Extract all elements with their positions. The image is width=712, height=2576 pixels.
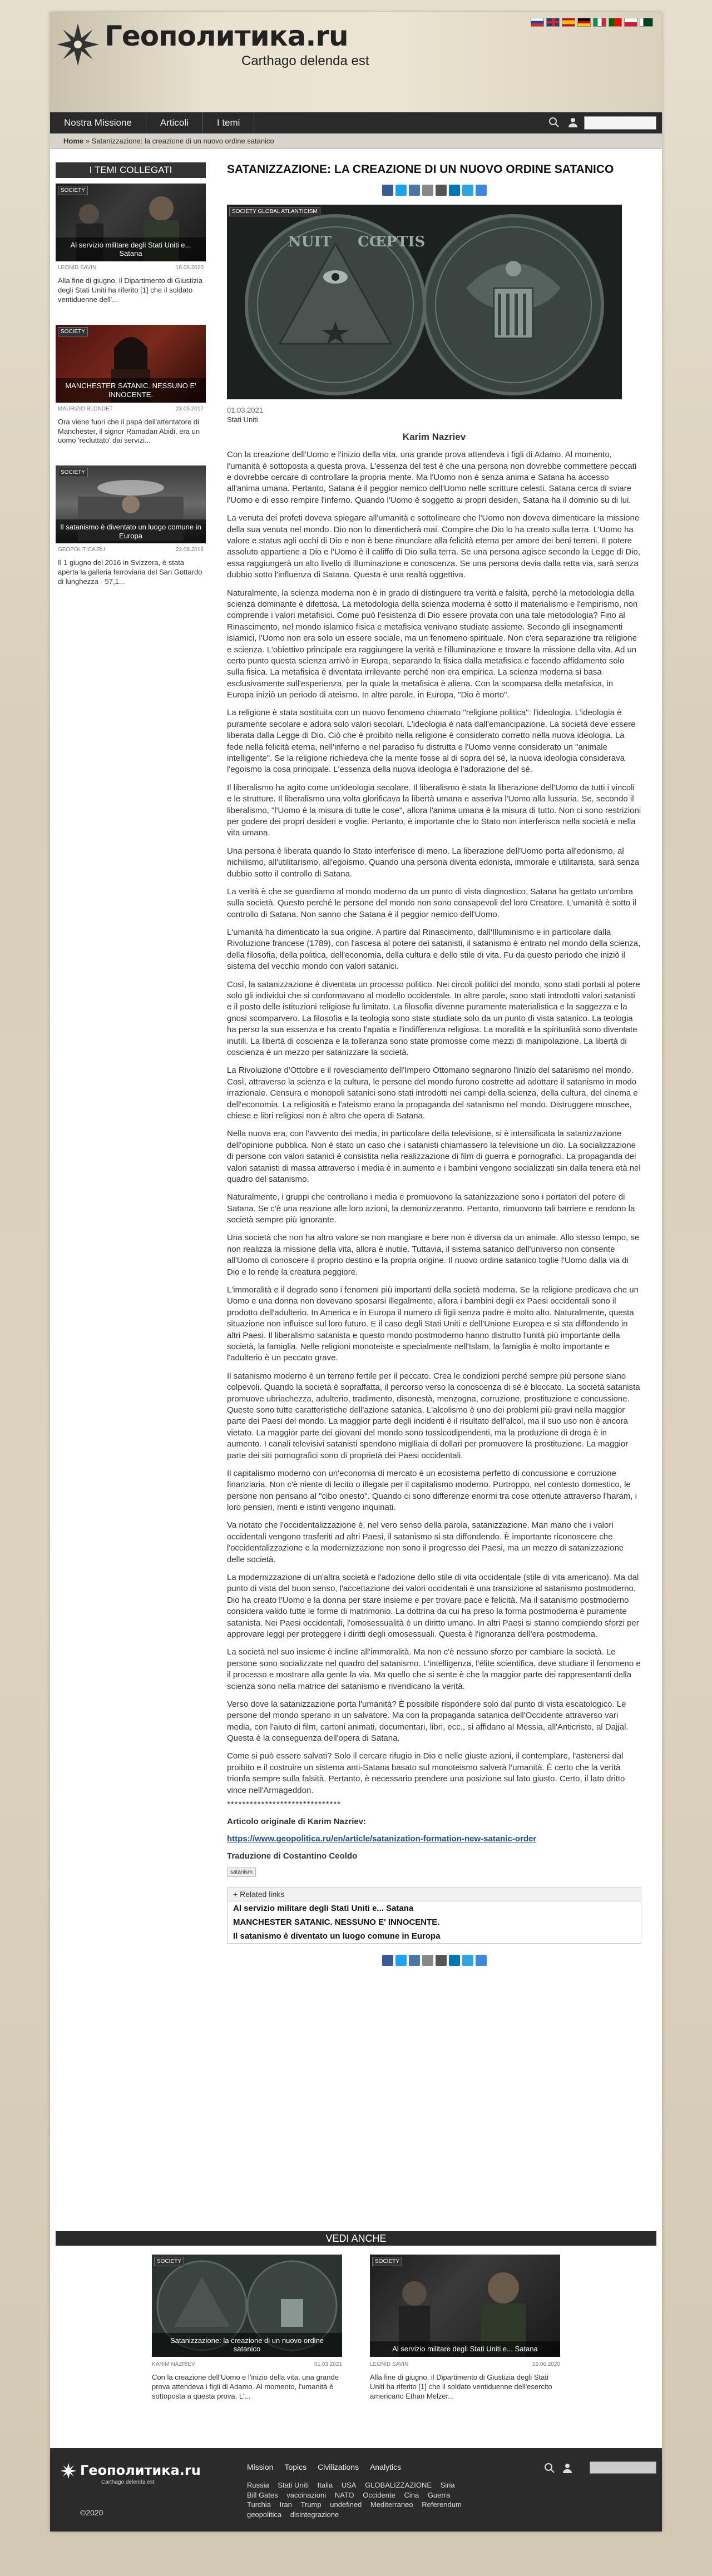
facebook-icon[interactable]	[382, 185, 393, 196]
related-link[interactable]: Al servizio militare degli Stati Uniti e... Satana	[233, 1904, 414, 1914]
footer-tag[interactable]: Trump	[300, 2500, 322, 2509]
sidebar-card-date: 22.08.2016	[175, 547, 204, 553]
footer-tag[interactable]: Referendum	[422, 2500, 462, 2509]
footer-tag[interactable]: undefined	[330, 2500, 362, 2509]
article	[227, 162, 641, 1966]
footer-tag[interactable]: USA	[341, 2481, 357, 2489]
see-also-card-date: 01.03.2021	[314, 2361, 342, 2367]
footer-link-analytics[interactable]: Analytics	[370, 2463, 402, 2471]
sidebar	[56, 162, 206, 587]
sidebar-card-tag: SOCIETY	[58, 186, 88, 195]
article-paragraph: L'umanità ha dimenticato la sua origine. A partire dal Rinascimento, dall'Illuminismo e in particolare dalla Rivoluzione francese (1789), con l'ascesa al potere dei satanisti, il satanismo è entrato nel mondo della scienza, della filosofia, della politica, dell'economia, della cultura e dello stile di vita. Fu da questo periodo che iniziò il sistema del vecchio mondo con valori satanici.	[227, 928, 641, 972]
article-paragraph: Una società che non ha altro valore se non mangiare e bere non è diversa da un animale. Allo stesso tempo, se non realizza la missione della vita, allora è inutile. Tuttavia, il sistema satanico dell'universo non consente all'Uomo di conoscere il proprio destino e la propria origine. Il nuovo ordine satanico toglie l'Uomo dalla via di Dio e lo rende la creatura peggiore.	[227, 1233, 640, 1277]
sidebar-card-author[interactable]: MAURIZIO BLONDET	[58, 405, 113, 412]
search-icon[interactable]	[544, 2463, 555, 2474]
article-paragraph: Il satanismo moderno è un terreno fertile per il peccato. Crea le condizioni perché sempre più persone siano colpevoli. Quando la società è sopraffatta, il percorso verso la conoscenza di sé è bloccato. La società satanista promuove ubriachezza, adulterio, tradimento, disonestà, menzogna, corruzione, prostituzione e concussione. Queste sono tutte caratteristiche dell'azione satanica. L'alcolismo è uno dei problemi più gravi nella maggior parte dei Paesi del mondo. La maggior parte degli incidenti è il risultato dell'alcol, ma il suo uso non è ancora vietato. La maggior parte dei giovani del mondo sono tossicodipendenti, ma la produzione di droga è in aumento. I canali televisivi satanisti spendono miglliaia di dollari per promuovere la prostituzione. La maggior parte dei siti pornografici sono di proprietà dei Paesi occidentali.	[227, 1371, 640, 1460]
nav-i-temi[interactable]: I temi	[203, 112, 255, 133]
article-paragraph: Con la creazione dell'Uomo e l'inizio della vita, una grande prova attendeva i figli di Adamo. Al momento, l'umanità è sottoposta a questa prova. L'essenza del test è che una persona non dovrebbe commettere peccati e dovrebbe cercare di controllare la propria mente. Ma l'Uomo non è senza anima e Satana ha accesso all'anima umana. Pertanto, Satana è il peggior nemico dell'Uomo nelle scritture celesti. Satana cerca di sviare l'Uomo e di esso rempire l'inferno. Quando l'Uomo è soggetto ai propri desideri, Satana ha il dominio su di lui.	[227, 450, 637, 505]
footer-tag[interactable]: Stati Uniti	[278, 2481, 309, 2489]
see-also-card-tag: SOCIETY	[154, 2257, 184, 2266]
article-paragraph: L'immoralità e il degrado sono i fenomeni più importanti della società moderna. Se la religione predicava che un Uomo e una donna non dovevano sposarsi illegalmente, allora i bambini degli ex Paesi occidentali sono il prodotto dell'adulterio. In America e in Europa il numero di figli senza padre è molto alto. Naturalmente, questa situazione non influisce sul loro futuro. E il caso degli Stati Uniti e dell'Unione Europea e si sta diffondendo in altri Paesi. Il liberalismo satanista e questo mondo postmoderno hanno distrutto l'unità più importante della società, la famiglia. Nelle religioni monoteiste e specialmente nell'Islam, la famiglia è molto importante e l'adulterio è un peccato grave.	[227, 1285, 639, 1363]
see-also-card-image[interactable]	[370, 2255, 560, 2357]
flag-uk-icon[interactable]	[546, 18, 560, 27]
footer-logo-subtitle: Carthago delenda est	[101, 2479, 155, 2485]
article-paragraph: Nella nuova era, con l'avvento dei media, in particolare della televisione, si è intensificata la satanizzazione dell'opinione pubblica. Non è stato un caso che i satanisti chiamassero la televisione un dio. La socializzazione di persone con valori satanici è consistita nella realizzazione di film di guerra e pornografici. La propaganda dei valori satanisti di massa attraverso i media è in aumento e i bambini vengono socializzati sin dalla tenera età nel quadro del satanismo.	[227, 1129, 641, 1184]
svg-text:NUIT: NUIT	[288, 234, 332, 251]
linkedin-icon[interactable]	[449, 185, 460, 196]
original-article-link[interactable]: https://www.geopolitica.ru/en/article/satanization-formation-new-satanic-order	[227, 1834, 537, 1844]
footer-search-input[interactable]	[590, 2461, 656, 2474]
original-article-label: Articolo originale di Karim Nazriev:	[227, 1817, 367, 1827]
expand-icon[interactable]: +	[233, 1890, 238, 1899]
footer-tag[interactable]: Italia	[317, 2481, 333, 2489]
more-share-icon[interactable]	[476, 1955, 487, 1966]
linkedin-icon[interactable]	[449, 1955, 460, 1966]
footer-tag[interactable]: Bill Gates	[247, 2490, 278, 2499]
flag-pl-icon[interactable]	[624, 18, 637, 27]
see-also-card-meta	[152, 2361, 342, 2367]
article-paragraph: La società nel suo insieme è incline all'immoralità. Ma non c'è nessuno sforzo per cambiare la società. Le persone sono socializzate nel quadro del satanismo. L'intelligenza, l'élite scientifica, deve studiare il fenomeno e il processo e mostrare alla gente la via. Ma quello che si sente è che la maggior parte dei rappresentanti della scienza sono nella matrice del satanismo e rivendicano la verità.	[227, 1647, 641, 1691]
search-icon[interactable]	[548, 117, 560, 128]
user-icon[interactable]	[567, 117, 578, 128]
breadcrumb-current: Satanizzazione: la creazione di un nuovo ordine satanico	[91, 137, 274, 145]
vk-icon[interactable]	[409, 1955, 420, 1966]
article-paragraph: Il liberalismo ha agito come un'ideologia secolare. Il liberalismo è stata la liberazione dell'Uomo da tutti i vincoli e le strutture. Il liberalismo una volta glorificava la libertà umana e asseriva l'Uomo alla lussuria. Se, secondo il liberalismo, "l'Uomo è la misura di tutte le cose", allora l'anima umana è la misura di tutto. Non ci sono restrizioni per godere dei propri desideri e voglie. Pertanto, è importante che lo Stato non interferisca nella società e nella vita umana.	[227, 782, 641, 838]
email-icon[interactable]	[422, 1955, 433, 1966]
footer-tag[interactable]: NATO	[334, 2490, 354, 2499]
see-also-card-text: Alla fine di giugno, il Dipartimento di Giustizia degli Stati Uniti ha riferito [1] che il soldato ventiduenne dell'esercito americano Ethan Melzer...	[370, 2373, 552, 2400]
see-also-card-caption[interactable]: Al servizio militare degli Stati Uniti e... Satana	[370, 2341, 560, 2357]
footer-tag[interactable]: Guerra	[427, 2490, 451, 2499]
article-paragraph: Naturalmente, i gruppi che controllano i media e promuovono la satanizzazione sono i portatori del potere di Satana. Se c'è una reazione alle loro azioni, la demonizzeranno. Pertanto, rimuovono tali barriere e rendono la società sempre più ignorante.	[227, 1192, 635, 1225]
see-also-card-meta	[370, 2361, 560, 2367]
article-hero-image	[227, 205, 622, 399]
sidebar-card-image[interactable]	[56, 184, 206, 261]
see-also-card-date: 16.06.2020	[532, 2361, 560, 2367]
footer-tags	[247, 2480, 481, 2519]
footer-tag[interactable]: Siria	[440, 2481, 455, 2489]
article-paragraph: La modernizzazione di un'altra società e l'adozione dello stile di vita occidentale (stile di vita americano). Ma dal punto di vista del buon senso, l'accettazione dei valori occidentali è una transizione al satanismo postmoderno. Dio ha creato l'Uomo e la donna per stare insieme e per trovare pace e felicità. Ma il satanismo postmoderno considera valido tutte le forme di matrimonio. La dottrina da cui ha preso la forma postmoderna è puramente satanista. Nei Paesi occidentali, l'omosessualità è un diritto umano. In altri Paesi si stanno compiendo sforzi per approvare leggi per proteggere i diritti degli omosessuali. Questa è l'ignoranza dell'era postmoderna.	[227, 1573, 639, 1639]
footer-tag[interactable]: GLOBALIZZAZIONE	[365, 2481, 432, 2489]
sidebar-card-text: Alla fine di giugno, il Dipartimento di Giustizia degli Stati Uniti ha riferito [1] che il soldato ventiduenne dell'...	[58, 276, 203, 304]
site-title[interactable]: Геополитика.ru	[105, 20, 348, 52]
sidebar-card-meta	[56, 265, 206, 271]
search-input[interactable]	[584, 116, 656, 130]
sidebar-card-caption[interactable]: Al servizio militare degli Stati Uniti e... Satana	[56, 237, 206, 261]
sidebar-card-text: Ora viene fuori che il papà dell'attentatore di Manchester, il signor Ramadan Abidi, era un uomo 'recluttato' dai servizi...	[58, 417, 200, 445]
sidebar-card-date: 16.06.2020	[175, 265, 204, 271]
site-subtitle: Carthago delenda est	[241, 53, 369, 68]
sidebar-card-author[interactable]: GEOPOLITICA.RU	[58, 547, 106, 553]
language-flags	[531, 18, 653, 27]
sidebar-card-caption[interactable]: MANCHESTER SATANIC. NESSUNO E' INNOCENTE.	[56, 378, 206, 402]
footer-tag[interactable]: Cina	[404, 2490, 419, 2499]
footer-link-mission[interactable]: Mission	[247, 2463, 274, 2471]
article-paragraph: La Rivoluzione d'Ottobre e il rovesciamento dell'Impero Ottomano segnarono l'inizio del satanismo nel mondo. Così, attraverso la scienza e la cultura, le persone del mondo furono costrette ad adottare il satanismo in modo irrazionale. Censura e monopoli satanici sono stati introdotti nei campi della scienza, della cultura, del cinema e dell'economia. La religiosità e l'ateismo erano la propaganda del satanismo nel mondo. Distruggere moschee, chiese e libri religiosi non è altro che opera di Satana.	[227, 1066, 638, 1121]
sidebar-card[interactable]	[56, 184, 206, 305]
logo-emblem-icon[interactable]	[56, 22, 100, 67]
see-also-row	[50, 2255, 662, 2401]
sidebar-card-date: 23.05.2017	[175, 405, 204, 412]
print-icon[interactable]	[436, 185, 447, 196]
see-also-card[interactable]	[152, 2255, 342, 2401]
page-container	[50, 12, 662, 2532]
article-paragraph: Va notato che l'occidentalizzazione è, nel vero senso della parola, satanizzazione. Man mano che i valori occidentali vengono trasferiti ad altri Paesi, il satanismo si sta diffondendo. È importante riconoscere che l'occidentalizzazione e la modernizzazione non sono il progresso dei Paesi, ma un mezzo di satanizzazione delle società.	[227, 1520, 624, 1564]
flag-pk-icon[interactable]	[640, 18, 653, 27]
site-header	[50, 12, 662, 112]
see-also-card-text: Con la creazione dell'Uomo e l'inizio della vita, una grande prova attendeva i figli di Adamo. Al momento, l'umanità è sottoposta a questa prova. L'...	[152, 2373, 339, 2400]
breadcrumb-home[interactable]: Home	[63, 137, 84, 145]
sidebar-card-image[interactable]	[56, 325, 206, 403]
flag-de-icon[interactable]	[577, 18, 591, 27]
flag-ru-icon[interactable]	[531, 18, 544, 27]
twitter-icon[interactable]	[395, 185, 407, 196]
main-nav	[50, 112, 662, 133]
footer-logo-icon[interactable]	[60, 2463, 77, 2479]
sidebar-card[interactable]	[56, 465, 206, 587]
article-body	[227, 449, 641, 1796]
article-date: 01.03.2021	[227, 406, 264, 415]
site-footer	[50, 2448, 662, 2532]
article-title: SATANIZZAZIONE: LA CREAZIONE DI UN NUOVO ORDINE SATANICO	[227, 163, 614, 176]
footer-tag[interactable]: disintegrazione	[290, 2510, 339, 2519]
sidebar-card-meta	[56, 547, 206, 553]
sidebar-card-image[interactable]	[56, 465, 206, 543]
sidebar-title: I TEMI COLLEGATI	[56, 162, 206, 178]
vk-icon[interactable]	[409, 185, 420, 196]
nav-articoli[interactable]: Articoli	[146, 112, 203, 133]
breadcrumb	[50, 133, 662, 149]
facebook-icon[interactable]	[382, 1955, 393, 1966]
article-paragraph: Come si può essere salvati? Solo il cercare rifugio in Dio e nelle giuste azioni, il contemplare, l'astenersi dal proibito e il costruire un sistema anti-Satana basato sul monoteismo salverà l'umanità. È certo che la verità trionfa sempre sulla falsità. Pertanto, è necessario prendere una posizione sul lato giusto. Certo, il lato dritto vince nell'Armageddon.	[227, 1751, 625, 1795]
footer-tag[interactable]: Russia	[247, 2481, 269, 2489]
footer-tag[interactable]: geopolitica	[247, 2510, 282, 2519]
footer-link-civilizations[interactable]: Civilizations	[318, 2463, 359, 2471]
see-also-section	[50, 2231, 662, 2401]
see-also-card-tag: SOCIETY	[372, 2257, 402, 2266]
nav-icons	[548, 117, 578, 128]
flag-es-icon[interactable]	[562, 18, 575, 27]
article-image-tags: SOCIETY GLOBAL ATLANTICISM	[229, 207, 320, 216]
article-paragraph: La verità è che se guardiamo al mondo moderno da un punto di vista diagnostico, Satana ha gettato un'ombra sulla società. Questo perché le persone del mondo non sono consapevoli del loro Creatore. L'umanità è sotto il controllo di Satana. Non sanno che Satana è il peggior nemico dell'Uomo.	[227, 886, 636, 919]
svg-text:CŒPTIS: CŒPTIS	[358, 234, 426, 251]
article-tag[interactable]: satanism	[227, 1867, 256, 1877]
translation-credit: Traduzione di Costantino Ceoldo	[227, 1851, 358, 1861]
more-share-icon[interactable]	[476, 185, 487, 196]
telegram-icon[interactable]	[462, 185, 473, 196]
share-buttons	[227, 185, 641, 196]
sidebar-card-tag: SOCIETY	[58, 327, 88, 336]
sidebar-card[interactable]	[56, 325, 206, 446]
breadcrumb-separator: »	[85, 137, 90, 145]
footer-tag[interactable]: Turchia	[247, 2500, 271, 2509]
sidebar-card-caption[interactable]: Il satanismo è diventato un luogo comune in Europa	[56, 519, 206, 543]
see-also-card[interactable]	[370, 2255, 560, 2401]
article-separator: ******************************	[227, 1800, 342, 1810]
footer-links	[247, 2463, 401, 2471]
footer-icons	[544, 2463, 573, 2474]
related-links-label: Related links	[240, 1890, 285, 1899]
email-icon[interactable]	[422, 185, 433, 196]
sidebar-card-author[interactable]: LEONID SAVIN	[58, 265, 97, 271]
article-author[interactable]: Karim Nazriev	[402, 432, 466, 443]
article-paragraph: Una persona è liberata quando lo Stato interferisce di meno. La liberazione dell'Uomo porta all'edonismo, al nichilismo, all'utilitarismo, all'egoismo. Quando una persona diventa edonista, immorale e utilitarista, sarà senza dubbio sotto il controllo di Satana.	[227, 846, 640, 879]
footer-tag[interactable]: Mediterraneo	[370, 2500, 413, 2509]
footer-copyright: ©2020	[80, 2508, 103, 2517]
footer-tag[interactable]: Occidente	[363, 2490, 395, 2499]
see-also-card-author[interactable]: KARIM NAZRIEV	[152, 2361, 195, 2367]
article-paragraph: Il capitalismo moderno con un'economia di mercato è un ecosistema perfetto di concussione e corruzione finanziaria. Non c'è niente di lecito o illegale per il capitalismo moderno. Purtroppo, nel contesto domestico, le persone non pensano al "cibo onesto". Quando ci sono differenze enormi tra cose ottenute attraverso l'haram, i loro pensieri, menti e istinti vengono inquinati.	[227, 1468, 637, 1513]
article-region[interactable]: Stati Uniti	[227, 415, 258, 424]
see-also-card-caption[interactable]: Satanizzazione: la creazione di un nuovo ordine satanico	[152, 2333, 342, 2357]
nav-nostra-missione[interactable]: Nostra Missione	[50, 112, 146, 133]
article-paragraph: La religione è stata sostituita con un nuovo fenomeno chiamato "religione politica": l'ideologia. L'ideologia è puramente secolare e adora solo valori secolari. L'ideologia è nata dall'emancipazione. La società deve essere liberata dalla Legge di Dio. Ciò che è proibito nella religione è considerato corretto nella nuova ideologia. La fede nella felicità eterna, nell'inferno e nel paradiso fu distrutta e l'Uomo venne considerato un "animale intelligente". Se la religione richiedeva che la mente fosse al di sopra del sé, la nuova ideologia considerava l'egoismo la cosa principale. L'essenza della nuova ideologia è l'adorazione del sé.	[227, 708, 636, 775]
see-also-card-image[interactable]	[152, 2255, 342, 2357]
footer-logo[interactable]: Геополитика.ru	[80, 2463, 201, 2478]
related-links-title	[228, 1888, 641, 1901]
footer-tag[interactable]: Iran	[279, 2500, 292, 2509]
footer-link-topics[interactable]: Topics	[284, 2463, 307, 2471]
seal-image	[227, 205, 622, 399]
article-paragraph: Naturalmente, la scienza moderna non è in grado di distinguere tra verità e falsità, perché la metodologia della scienza dominante è difettosa. La metodologia della scienza moderna è sotto il materialismo e l'empirismo, non comprende i valori metafisici. Come può l'esistenza di Dio essere provata con una tale metodologia? Fino al Rinascimento, nel mondo islamico fisica e metafisica venivano studiate assieme. Secondo gli insegnamenti islamici, l'Uomo non era solo un essere sociale, ma un fenomeno spirituale. Non c'era separazione tra religione e scienza. L'obiettivo principale era raggiungere la verità e l'illuminazione e trovare la missione della vita. Ad un certo punto questa scienza arrivò in Europa, separando la fisica dalla metafisica e facendo affidamento solo sulla fisica. La metafisica è diventata irrilevante perché non era empirica. La scienza moderna si basa esclusivamente sull'esperienza, per la quale la metafisica è aliena. Con la scomparsa della metafisica, in Europa iniziò un periodo di ateismo. In altre parole, in Europa, "Dio è morto".	[227, 588, 638, 700]
article-paragraph: Verso dove la satanizzazione porta l'umanità? È possibile rispondere solo dal punto di vista escatologico. Le persone del mondo sperano in un salvatore. Ma con la propaganda satanica dell'Occidente attraverso vari media, con l'aiuto di film, cartoni animati, documentari, libri, ecc., si affidano al Messia, all'Anticristo, al Dajjal. Questa è la conseguenza dell'opera di Satana.	[227, 1699, 629, 1743]
related-links	[227, 1887, 641, 1944]
share-buttons-bottom	[227, 1955, 641, 1966]
footer-tag[interactable]: vaccinazioni	[286, 2490, 327, 2499]
sidebar-card-text: Il 1 giugno del 2016 in Svizzera, è stata aperta la galleria ferroviaria del San Gottardo di lunghezza - 57,1...	[58, 558, 202, 586]
print-icon[interactable]	[436, 1955, 447, 1966]
see-also-card-author[interactable]: LEONID SAVIN	[370, 2361, 409, 2367]
article-paragraph: La venuta dei profeti doveva spiegare all'umanità e sottolineare che l'Uomo non doveva dimenticare la missione della sua venuta nel mondo. Dio non lo dimenticherà mai. Compire che Dio lo ha creato sulla terra. L'Uomo ha valore e status agli occhi di Dio e non è bene rinunciare alla felicità eterna per amore dei beni terreni. Il potere assoluto appartiene a Dio e l'Uomo è il califfo di Dio sulla terra. Se una persona agisce secondo la Legge di Dio, essa raggiungerà un alto livello di illuminazione e conoscenza. Se una persona devia dalla retta via, sarà senza dubbio sotto l'influenza di Satana. Questa è una realtà oggettiva.	[227, 513, 641, 580]
related-link[interactable]: MANCHESTER SATANIC. NESSUNO E' INNOCENTE.	[233, 1918, 440, 1928]
flag-it-icon[interactable]	[593, 18, 606, 27]
related-link[interactable]: Il satanismo è diventato un luogo comune in Europa	[233, 1931, 441, 1941]
sidebar-card-meta	[56, 406, 206, 412]
sidebar-card-tag: SOCIETY	[58, 468, 88, 477]
see-also-title: VEDI ANCHE	[56, 2231, 656, 2246]
twitter-icon[interactable]	[395, 1955, 407, 1966]
telegram-icon[interactable]	[462, 1955, 473, 1966]
article-paragraph: Così, la satanizzazione è diventata un processo politico. Nei circoli politici del mondo, sono stati portati al potere solo gli individui che si conformavano al modello occidentale. In altre parole, sono stati introdotti valori satanisti e il posto delle istituzioni religiose fu limitato. La filosofia divenne puramente materialistica e la saggezza e la gnosi scomparvero. La filosofia e la teologia sono state studiate solo da un punto di vista satanico. La teologia ha perso la sua essenza e ha creato l'apatia e l'indifferenza religiosa. La moralità e la spiritualità sono diventate inutili. La libertà di coscienza e la tolleranza sono state promosse come mezzi di manipolazione. La libertà di coscienza è un mezzo per satanizzare la società.	[227, 979, 640, 1057]
user-icon[interactable]	[562, 2463, 573, 2474]
flag-pt-icon[interactable]	[609, 18, 622, 27]
